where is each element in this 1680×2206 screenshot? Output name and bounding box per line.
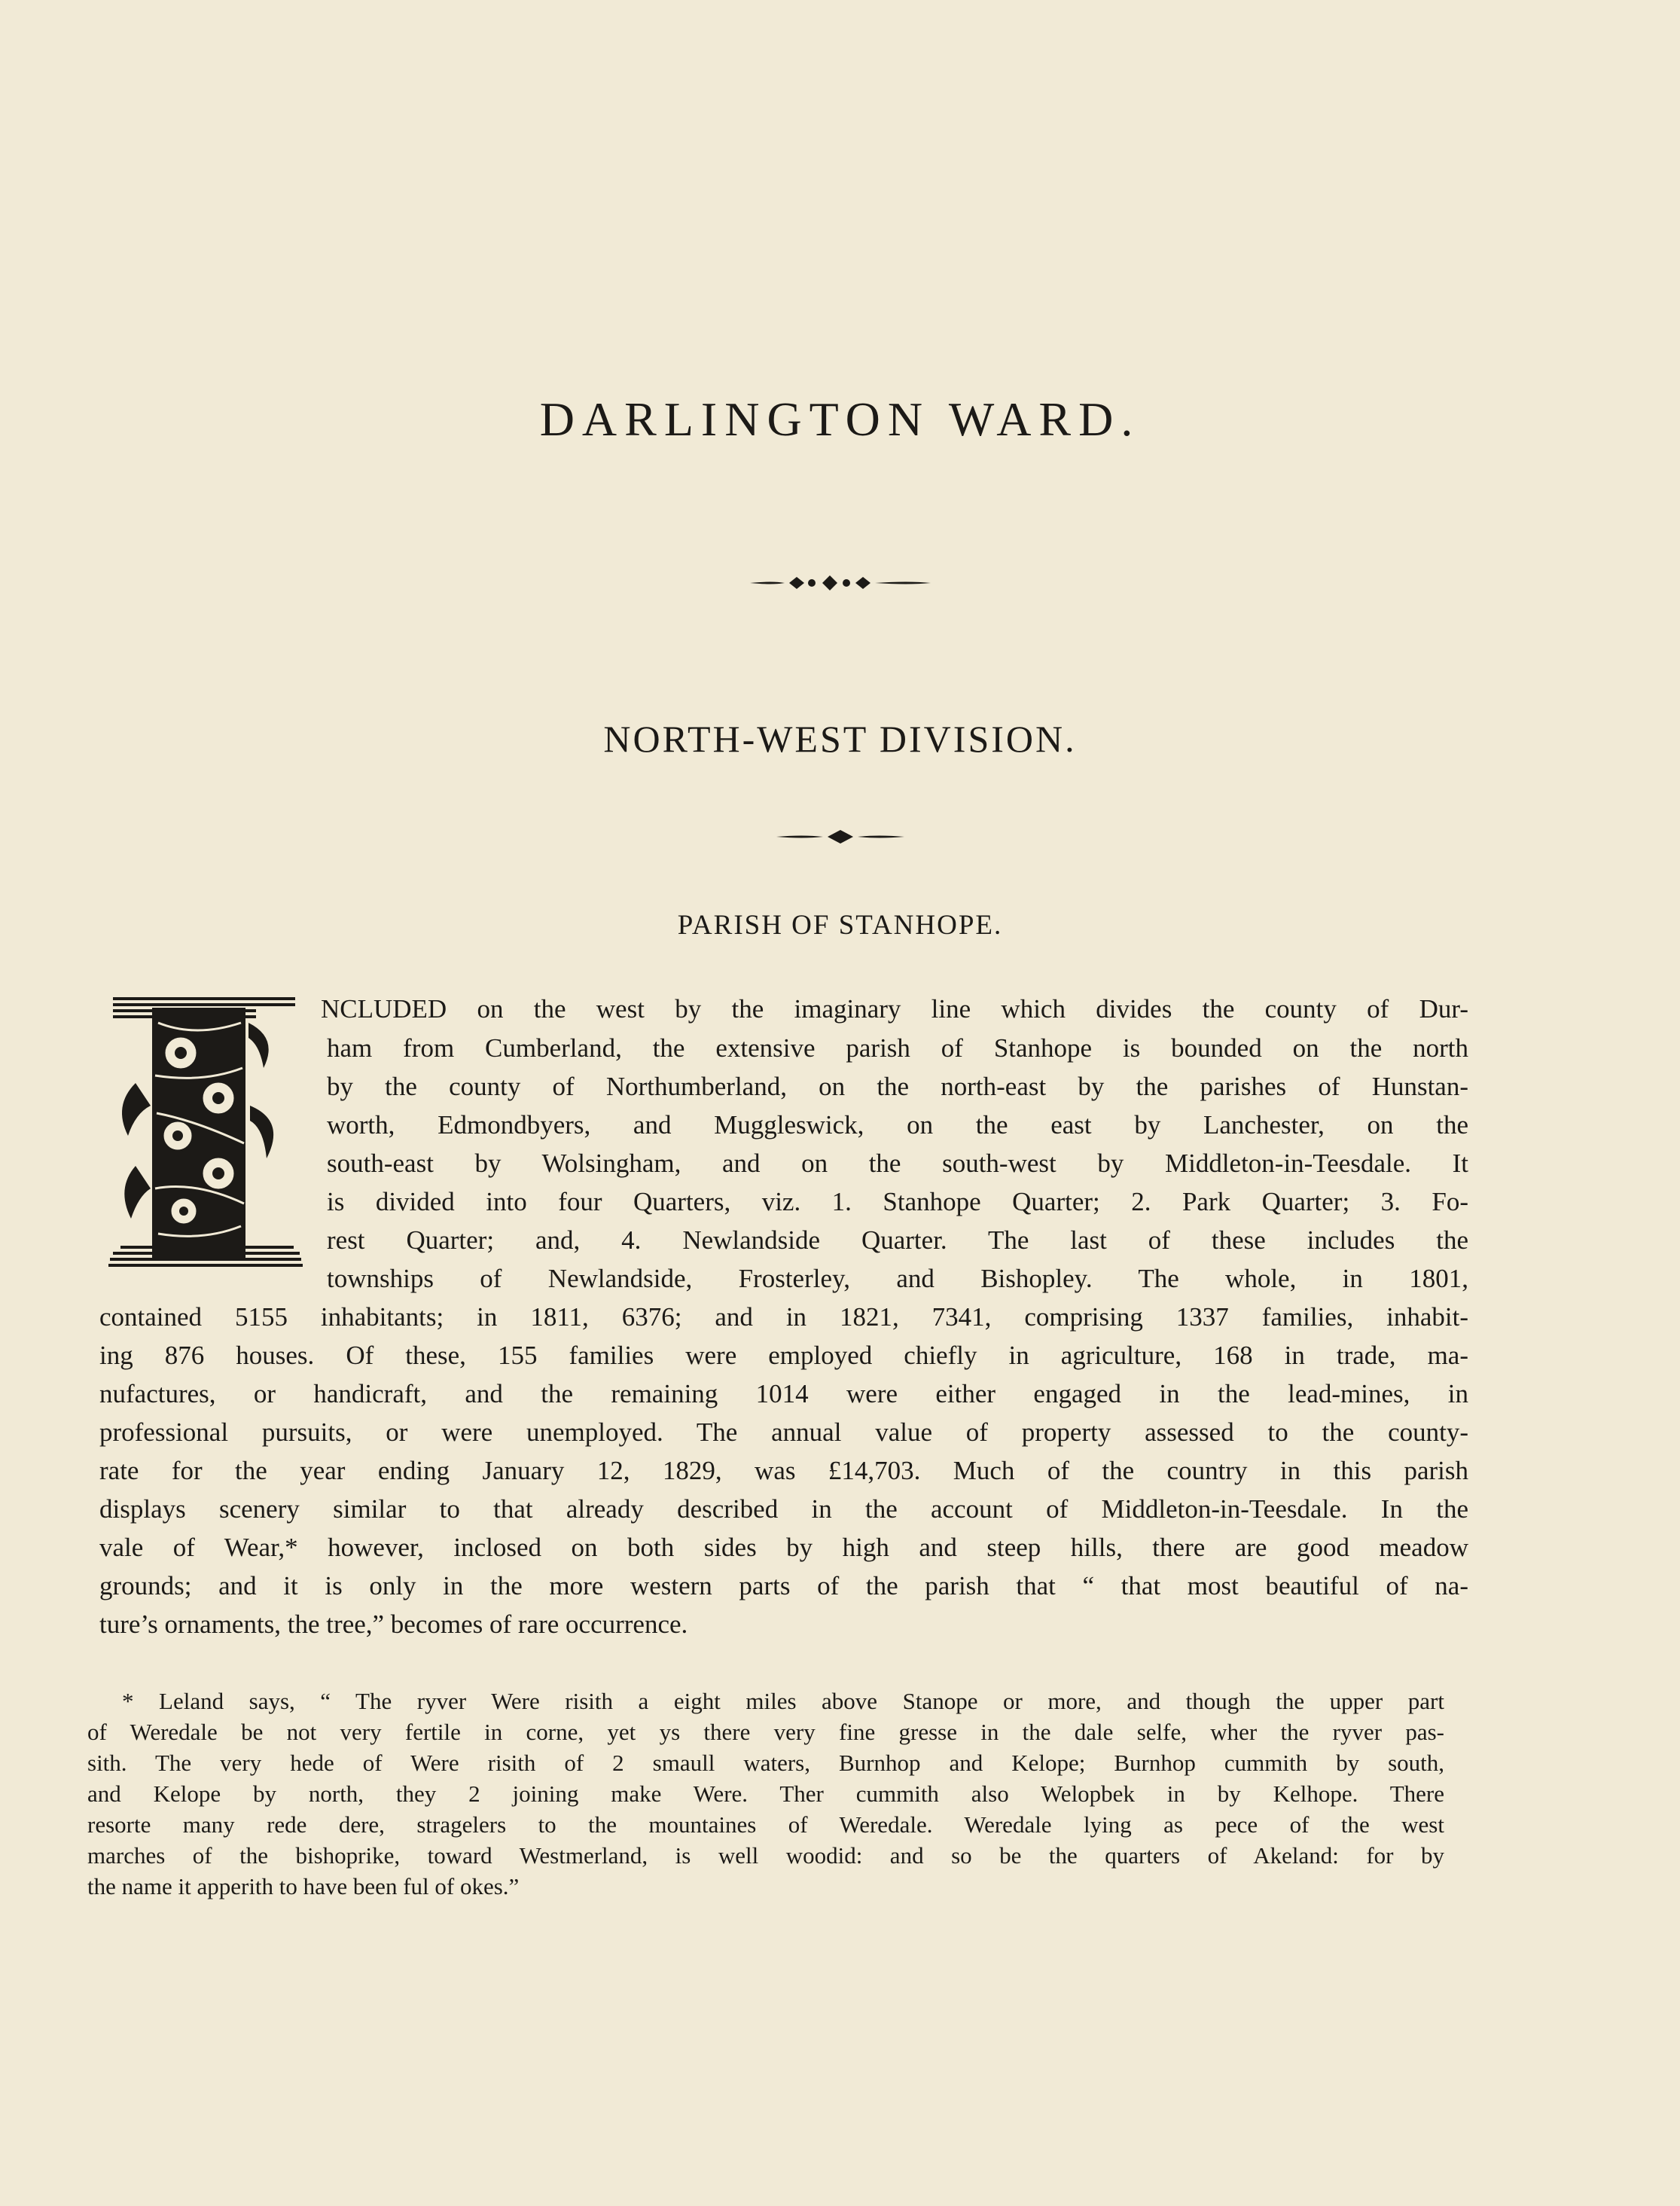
footnote-line: marches of the bishoprike, toward Westmerland, is well woodid: and so be the quarters of Akeland: for by [87, 1842, 1444, 1869]
parish-heading: PARISH OF STANHOPE. [677, 910, 1003, 941]
footnote-line: the name it apperith to have been ful of okes.” [87, 1873, 520, 1899]
body-line: is divided into four Quarters, viz. 1. Stanhope Quarter; 2. Park Quarter; 3. Fo- [327, 1187, 1468, 1216]
body-line: nufactures, or handicraft, and the remaining 1014 were either engaged in the lead-mines, in [99, 1379, 1468, 1408]
body-line: vale of Wear,* however, inclosed on both sides by high and steep hills, there are good meadow [99, 1533, 1468, 1562]
ornament-divider-small [0, 828, 1680, 845]
body-line: rest Quarter; and, 4. Newlandside Quarter. The last of these includes the [327, 1225, 1468, 1255]
division-heading: NORTH-WEST DIVISION. [603, 718, 1077, 760]
body-line: worth, Edmondbyers, and Muggleswick, on the east by Lanchester, on the [327, 1110, 1468, 1140]
body-line: ham from Cumberland, the extensive parish of Stanhope is bounded on the north [327, 1033, 1468, 1063]
ornament-divider [0, 574, 1680, 592]
body-line: townships of Newlandside, Frosterley, and Bishopley. The whole, in 1801, [327, 1264, 1468, 1293]
body-line: ing 876 houses. Of these, 155 families were employed chiefly in agriculture, 168 in trade, ma- [99, 1341, 1468, 1370]
body-line: professional pursuits, or were unemployed. The annual value of property assessed to the county- [99, 1417, 1468, 1447]
page-title: DARLINGTON WARD. [539, 392, 1141, 446]
body-line: rate for the year ending January 12, 1829, was £14,703. Much of the country in this parish [99, 1456, 1468, 1485]
body-line: displays scenery similar to that already described in the account of Middleton-in-Teesdale. In the [99, 1494, 1468, 1524]
body-line: south-east by Wolsingham, and on the south-west by Middleton-in-Teesdale. It [327, 1149, 1468, 1178]
footnote-line: sith. The very hede of Were risith of 2 smaull waters, Burnhop and Kelope; Burnhop cummith by south, [87, 1750, 1444, 1776]
body-line: contained 5155 inhabitants; in 1811, 6376; and in 1821, 7341, comprising 1337 families, inhabit- [99, 1302, 1468, 1332]
body-line: by the county of Northumberland, on the north-east by the parishes of Hunstan- [327, 1072, 1468, 1101]
footnote-line: resorte many rede dere, stragelers to the mountaines of Weredale. Weredale lying as pece of the west [87, 1811, 1444, 1838]
footnote-line: * Leland says, “ The ryver Were risith a eight miles above Stanope or more, and though the upper part [122, 1688, 1444, 1714]
body-line: NCLUDED on the west by the imaginary line which divides the county of Dur- [321, 994, 1468, 1024]
body-line: ture’s ornaments, the tree,” becomes of rare occurrence. [99, 1609, 688, 1639]
decorated-initial-letter [105, 993, 303, 1273]
footnote-line: and Kelope by north, they 2 joining make Were. Ther cummith also Welopbek in by Kelhope. There [87, 1780, 1444, 1807]
body-line: grounds; and it is only in the more western parts of the parish that “ that most beautiful of na- [99, 1571, 1468, 1600]
footnote-line: of Weredale be not very fertile in corne, yet ys there very fine gresse in the dale selfe, wher the ryver pas- [87, 1719, 1444, 1745]
